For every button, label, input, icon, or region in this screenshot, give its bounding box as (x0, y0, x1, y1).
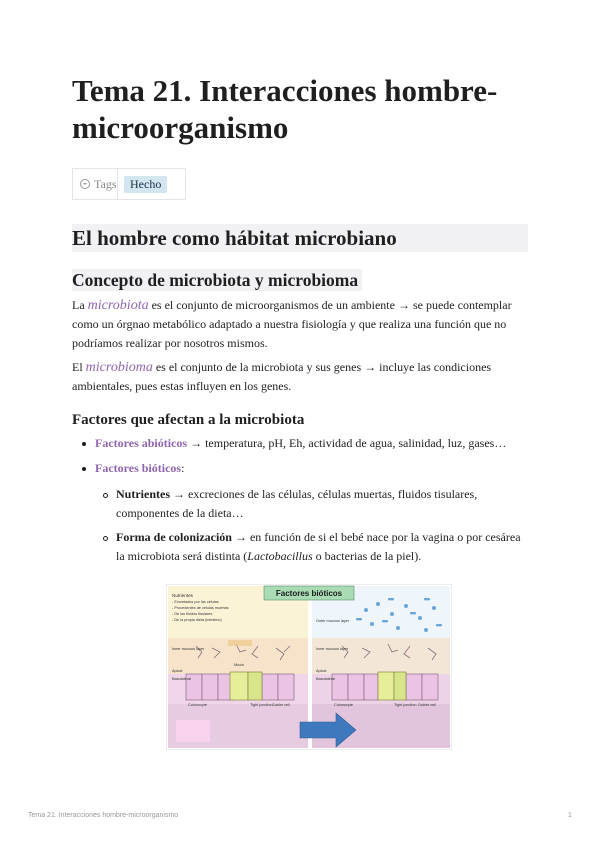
label-bioticos: Factores bióticos (95, 461, 182, 475)
para2-post: es el conjunto de la microbiota y sus genes → incluye las condiciones ambientales, pues estas influyen en los genes. (72, 360, 492, 393)
sub-bullet-icon (103, 493, 108, 498)
tags-property[interactable] (72, 168, 186, 200)
sublist-item-colonizacion (116, 528, 528, 566)
figure-label-tight-junction-right: Tight junction (394, 703, 417, 707)
footer-title: Tema 21. Interacciones hombre-microorganismo (28, 812, 179, 819)
sublist-item-nutrientes (116, 485, 528, 523)
figure-header-text: Factores bióticos (275, 589, 343, 598)
figure-left-panel (168, 586, 308, 748)
figure-label-apical: Apical (172, 669, 183, 673)
bullet-icon (82, 442, 86, 446)
factors-heading: Factores que afectan a la microbiota (72, 412, 305, 428)
label-colonizacion: Forma de colonización (116, 530, 232, 544)
term-microbioma: microbioma (85, 360, 153, 375)
bullet-icon (82, 467, 86, 471)
figure-label-colonocyte-right: Colonocyte (334, 703, 353, 707)
para2-pre: El (72, 360, 86, 374)
section-heading: El hombre como hábitat microbiano (72, 224, 528, 252)
text-colonizacion-post: o bacterias de la piel). (312, 549, 422, 563)
figure-label-colonocyte: Colonocyte (188, 703, 207, 707)
figure-label-mucin: Mucin (234, 663, 245, 667)
figure-label-dieta: - De la propia dieta (intestino) (172, 618, 222, 622)
tag-badge[interactable]: Hecho (124, 176, 167, 193)
figure-label-tight-junction: Tight junction (250, 703, 273, 707)
figure-factores-bioticos (166, 584, 452, 750)
label-nutrientes: Nutrientes (116, 487, 170, 501)
tags-label-text: Tags (94, 176, 117, 191)
footer-page-number: 1 (568, 812, 572, 819)
sub-bullet-icon (103, 536, 108, 541)
figure-label-basolateral-right: Basolateral (316, 677, 335, 681)
figure-label-goblet-cell: Goblet cell (272, 703, 290, 707)
figure-label-inner-mucous-right: Inner mucous layer (316, 647, 349, 651)
paragraph-microbioma (72, 358, 528, 396)
para1-post: es el conjunto de microorganismos de un ambiente → se puede contemplar como un órgnao metabólico adaptado a nuestra fisiología y que realiza una función que no podríamos realizar por nosotros mismos. (72, 298, 512, 350)
figure-label-nutrientes: Nutrientes (172, 593, 193, 598)
paragraph-microbiota (72, 296, 528, 353)
list-item-bioticos (95, 459, 528, 478)
text-bioticos: : (181, 461, 185, 475)
subsection-heading: Concepto de microbiota y microbioma (72, 269, 362, 291)
figure-label-excretados: - Excretados por las células (172, 600, 219, 604)
figure-label-apical-right: Apical (316, 669, 327, 673)
figure-label-celulas-muertas: - Procedentes de células muertas (172, 606, 229, 610)
text-lactobacillus: Lactobacillus (247, 549, 313, 563)
figure-label-outer-mucous: Outer mucous layer (316, 619, 350, 623)
para1-pre: La (72, 298, 88, 312)
figure-label-fluidos: - De los fluidos tisulares (172, 612, 213, 616)
figure-header (264, 586, 354, 600)
text-nutrientes: → excreciones de las células, células muertas, fluidos tisulares, componentes de la dieta… (116, 487, 478, 520)
figure-label-inner-mucous: Inner mucous layer (172, 647, 205, 651)
label-abioticos: Factores abióticos (95, 436, 188, 450)
figure-label-goblet-cell-right: Goblet cell (418, 703, 436, 707)
tag-dropdown-icon (80, 179, 90, 189)
figure-label-basolateral: Basolateral (172, 677, 191, 681)
page-title: Tema 21. Interacciones hombre-microorganismo (72, 73, 498, 145)
text-abioticos: → temperatura, pH, Eh, actividad de agua, salinidad, luz, gases… (187, 436, 507, 450)
text-colonizacion-pre: → en función de si el bebé nace por la vagina o por cesárea la microbiota será distinta ( (116, 530, 521, 563)
list-item-abioticos (95, 434, 528, 453)
tags-label (73, 169, 118, 199)
term-microbiota: microbiota (87, 298, 149, 313)
